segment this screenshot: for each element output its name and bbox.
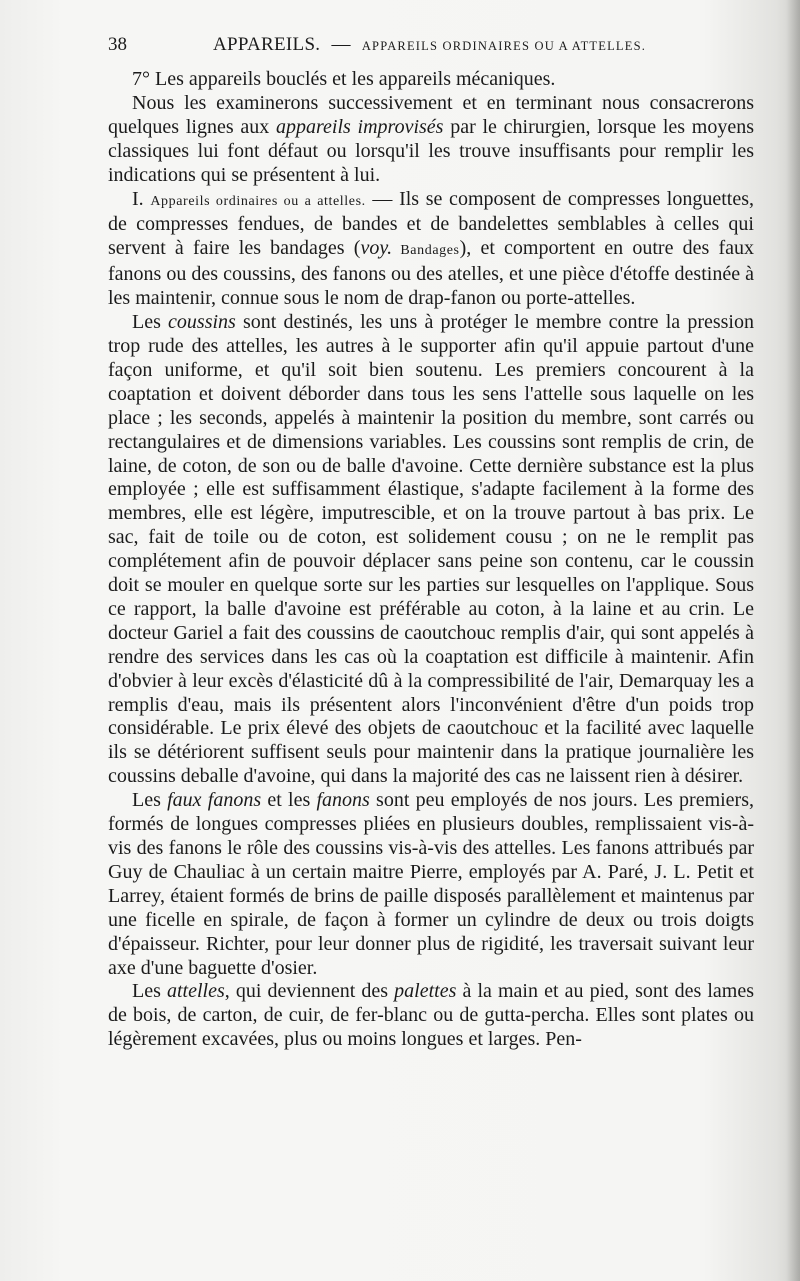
running-title: APPAREILS. xyxy=(213,34,321,55)
running-head-dash: — xyxy=(331,34,351,55)
paragraph-coussins: Les coussins sont destinés, les uns à protéger le membre contre la pression trop rude des attelles, les autres à le supporter afin qu'il appuie partout d'une façon uniforme, et qu'il soit bien soutenu. Les premiers concourent à la coaptation et doivent déborder dans tous les sens l'attelle sous laquelle on les place ; les seconds, appelés à maintenir la position du membre, sont carrés ou rectangulaires et de dimensions variables. Les coussins sont remplis de crin, de laine, de coton, de son ou de balle d'avoine. Cette dernière substance est la plus employée ; elle est suffisamment élastique, s'adapte facilement à la forme des membres, elle est légère, imputrescible, et on la trouve partout à bas prix. Le sac, fait de toile ou de coton, est solidement cousu ; on ne le remplit pas complétement afin de pouvoir déplacer sans peine son contenu, car le coussin doit se mouler en quelque sorte sur les parties sur lesquelles on l'applique. Sous ce rapport, la balle d'avoine est préférable au coton, à la laine et au crin. Le docteur Gariel a fait des coussins de caoutchouc remplis d'air, qui sont appelés à rendre des services dans les cas où la coaptation est difficile à maintenir. Afin d'obvier à leur excès d'élasticité dû à la compressibilité de l'air, Demarquay les a remplis d'eau, mais ils présentent alors l'inconvénient d'être d'un poids trop considérable. Le prix élevé des objets de caoutchouc et la facilité avec laquelle ils se détériorent suffisent seuls pour maintenir dans la pratique journalière les coussins deballe d'avoine, qui dans la majorité des cas ne laissent rien à désirer. xyxy=(108,311,754,788)
italic-term: faux fanons xyxy=(167,789,262,812)
page-edge-shadow xyxy=(786,0,800,1281)
body-text xyxy=(108,68,754,1052)
running-head xyxy=(213,34,646,56)
running-subtitle: APPAREILS ORDINAIRES OU A ATTELLES. xyxy=(361,39,647,53)
italic-term: attelles xyxy=(166,980,225,1003)
paragraph-attelles: Les attelles, qui deviennent des palettes à la main et au pied, sont des lames de bois, de carton, de cuir, de fer-blanc ou de gutta-percha. Elles sont plates ou légèrement excavées, plus ou moins longues et larges. Pen- xyxy=(108,980,754,1051)
paragraph-fanons: Les faux fanons et les fanons sont peu employés de nos jours. Les premiers, formés de longues compresses pliées en plusieurs doubles, remplissaient vis-à-vis des fanons le rôle des coussins vis-à-vis des attelles. Les fanons attribués par Guy de Chauliac à un certain maitre Pierre, employés par A. Paré, J. L. Petit et Larrey, étaient formés de brins de paille disposés parallèlement et maintenus par une ficelle en spirale, de façon à former un cylindre de deux ou trois doigts d'épaisseur. Richter, pour leur donner plus de rigidité, les traversait suivant leur axe d'une baguette d'osier. xyxy=(108,789,755,979)
paragraph-section-heading: I. Appareils ordinaires ou a attelles. — Ils se composent de compresses longuettes, de compresses fendues, de bandes et de bandelettes semblables à celles qui servent à faire les bandages (voy. Bandages), et comportent en outre des faux fanons ou des coussins, des fanons ou des atelles, et une pièce d'étoffe destinée à les maintenir, connue sous le nom de drap-fanon ou porte-attelles. xyxy=(108,187,755,310)
paragraph-intro: Nous les examinerons successivement et en terminant nous consacrerons quelques lignes aux appareils improvisés par le chirurgien, lorsque les moyens classiques lui font défaut ou lorsqu'il les trouve insuffisants pour remplir les indications qui se présentent à lui. xyxy=(108,91,755,186)
italic-term: voy. xyxy=(360,237,393,260)
italic-term: appareils improvisés xyxy=(275,115,444,138)
paragraph-list-item: 7° Les appareils bouclés et les appareils mécaniques. xyxy=(132,68,556,90)
cross-reference: Bandages xyxy=(392,243,460,259)
page-number: 38 xyxy=(108,34,127,55)
italic-term: palettes xyxy=(394,980,457,1003)
section-heading: Appareils ordinaires ou a attelles. xyxy=(150,193,366,209)
italic-term: fanons xyxy=(316,789,370,812)
italic-term: coussins xyxy=(168,311,236,334)
page-header xyxy=(108,34,758,58)
